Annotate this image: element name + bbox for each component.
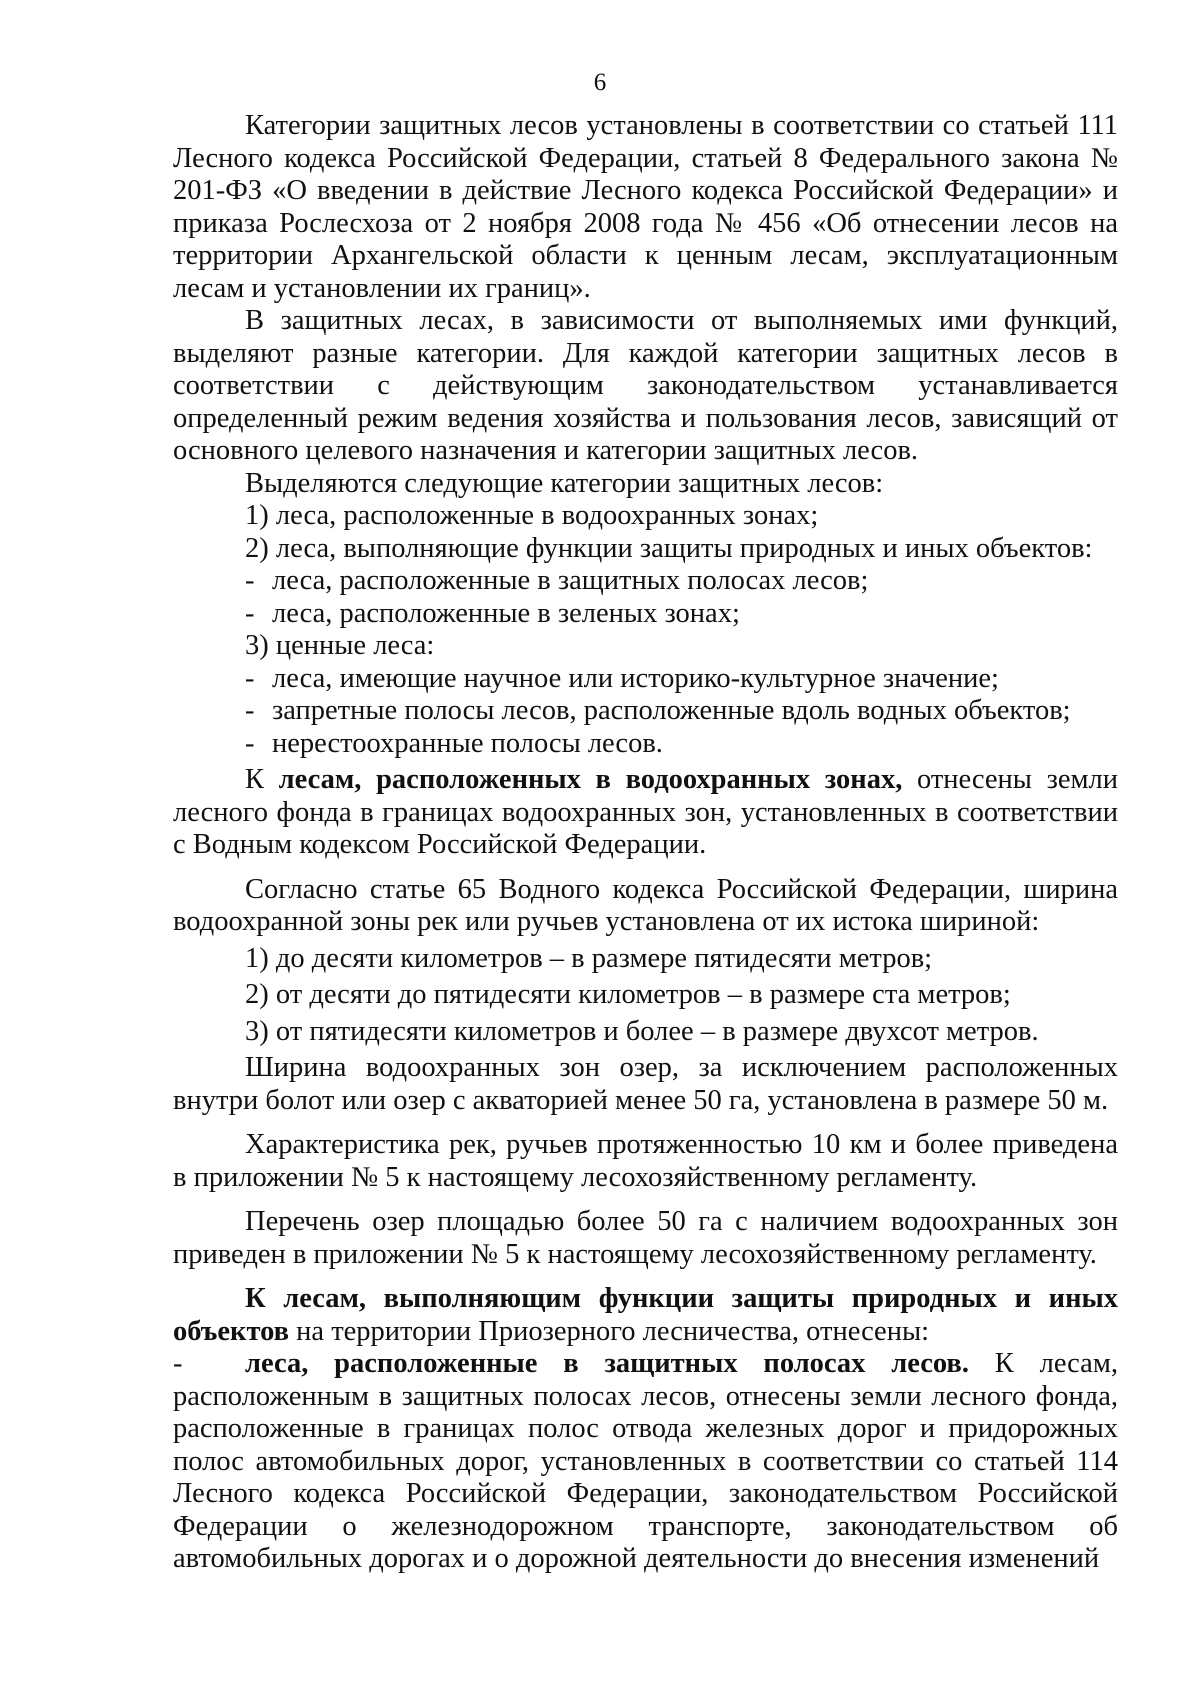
paragraph-water-protection-zones: К лесам, расположенных в водоохранных зонах, отнесены земли лесного фонда в границах водоохранных зон, установленных в соответствии с Водным кодексом Российской Федерации.	[173, 764, 1119, 860]
list-sub-item: - леса, расположенные в зеленых зонах;	[245, 597, 740, 629]
paragraph-protection-functions: К лесам, выполняющим функции защиты природных и иных объектов на территории Приозерного лесничества, отнесены:	[173, 1283, 1118, 1347]
list-sub-item: - леса, расположенные в защитных полосах лесов;	[245, 565, 869, 596]
category-list	[173, 500, 1118, 760]
paragraph-rivers-appendix: Характеристика рек, ручьев протяженностью 10 км и более приведена в приложении № 5 к настоящему лесохозяйственному регламенту.	[173, 1129, 1118, 1193]
bold-term: леса, расположенные в защитных полосах лесов.	[245, 1348, 969, 1379]
dash-marker: -	[245, 695, 255, 726]
list-item: 3) от пятидесяти километров и более – в размере двухсот метров.	[245, 1015, 1039, 1047]
bold-term: лесам, расположенных в водоохранных зонах,	[278, 764, 903, 795]
page-number: 6	[593, 69, 607, 96]
paragraph-water-code-article: Согласно статье 65 Водного кодекса Российской Федерации, ширина водоохранной зоны рек или ручьев установлена от их истока шириной:	[173, 873, 1118, 937]
list-sub-item: - леса, имеющие научное или историко-культурное значение;	[245, 662, 999, 694]
dash-marker: -	[245, 662, 255, 694]
paragraph-categories-intro: Выделяются следующие категории защитных лесов:	[245, 467, 884, 499]
list-item: 2) от десяти до пятидесяти километров – в размере ста метров;	[245, 979, 1011, 1010]
list-item: 2) леса, выполняющие функции защиты природных и иных объектов:	[245, 532, 1093, 564]
paragraph-categories-regime: В защитных лесах, в зависимости от выполняемых ими функций, выделяют разные категории. Для каждой категории защитных лесов в соответствии с действующим законодательством устанавливается определенный режим ведения хозяйства и пользования лесов, зависящий от основного целевого назначения и категории защитных лесов.	[173, 305, 1118, 466]
list-sub-item: - нерестоохранные полосы лесов.	[245, 727, 663, 759]
dash-marker: -	[245, 597, 255, 629]
list-item: 1) до десяти километров – в размере пятидесяти метров;	[245, 942, 933, 974]
paragraph-protective-strips: - леса, расположенные в защитных полосах лесов. К лесам, расположенным в защитных полосах лесов, отнесены земли лесного фонда, расположенные в границах полос отвода железных дорог и придорожных полос автомобильных дорог, установленных в соответствии со статьей 114 Лесного кодекса Российской Федерации, законодательством Российской Федерации о железнодорожном транспорте, законодательством об автомобильных дорогах и о дорожной деятельности до внесения изменений	[173, 1348, 1118, 1574]
bold-term: К лесам, выполняющим функции защиты природных и иных объектов	[173, 1283, 1118, 1347]
list-sub-item: - запретные полосы лесов, расположенные вдоль водных объектов;	[245, 695, 1071, 726]
list-item: 1) леса, расположенные в водоохранных зонах;	[245, 500, 819, 531]
dash-marker: -	[245, 727, 255, 759]
paragraph-lakes-appendix: Перечень озер площадью более 50 га с наличием водоохранных зон приведен в приложении № 5 к настоящему лесохозяйственному регламенту.	[173, 1206, 1118, 1270]
paragraph-protective-categories-basis: Категории защитных лесов установлены в соответствии со статьей 111 Лесного кодекса Российской Федерации, статьей 8 Федерального закона № 201-ФЗ «О введении в действие Лесного кодекса Российской Федерации» и приказа Рослесхоза от 2 ноября 2008 года № 456 «Об отнесении лесов на территории Архангельской области к ценным лесам, эксплуатационным лесам и установлении их границ».	[173, 110, 1118, 304]
list-item: 3) ценные леса:	[245, 630, 435, 661]
dash-marker: -	[173, 1348, 183, 1379]
dash-marker: -	[245, 565, 255, 596]
document-body	[173, 110, 1118, 1576]
paragraph-lake-zone-width: Ширина водоохранных зон озер, за исключением расположенных внутри болот или озер с акваторией менее 50 га, установлена в размере 50 м.	[173, 1052, 1118, 1116]
width-list	[173, 943, 1118, 1049]
